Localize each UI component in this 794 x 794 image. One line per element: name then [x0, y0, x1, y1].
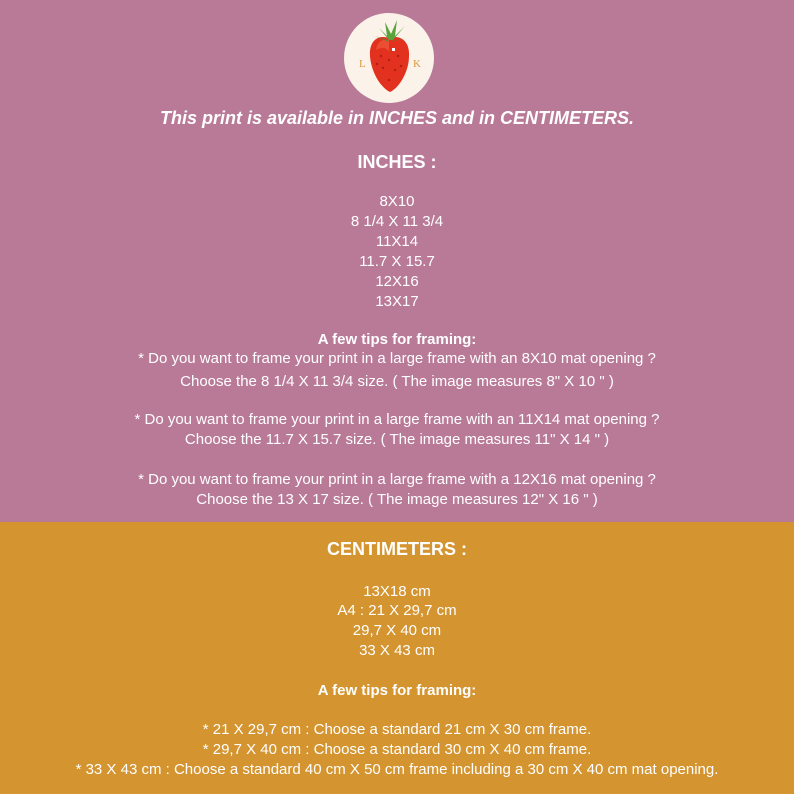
cm-tip-item: * 29,7 X 40 cm : Choose a standard 30 cm X 40 cm frame.: [202, 741, 592, 758]
centimeters-title: CENTIMETERS :: [326, 539, 467, 559]
strawberry-logo: [343, 12, 435, 104]
cm-tip-item: * 33 X 43 cm : Choose a standard 40 cm X 50 cm frame including a 30 cm X 40 cm mat opening.: [75, 761, 719, 778]
inches-size-item: 13X17: [375, 293, 419, 310]
cm-size-item: 29,7 X 40 cm: [352, 622, 442, 639]
inches-size-item: 11X14: [375, 233, 419, 250]
inches-tip-question: * Do you want to frame your print in a large frame with an 8X10 mat opening ?: [138, 350, 656, 367]
inches-size-item: 8 1/4 X 11 3/4: [350, 213, 444, 230]
inches-tip-answer: Choose the 8 1/4 X 11 3/4 size. ( The image measures 8" X 10 " ): [180, 373, 614, 390]
inches-tip-answer: Choose the 11.7 X 15.7 size. ( The image measures 11" X 14 " ): [184, 431, 610, 448]
inches-size-item: 8X10: [379, 193, 415, 210]
inches-size-item: 12X16: [375, 273, 419, 290]
cm-tips-title: A few tips for framing:: [317, 682, 477, 699]
headline: This print is available in INCHES and in CENTIMETERS.: [159, 108, 635, 128]
inches-title: INCHES :: [357, 152, 437, 172]
cm-size-item: 13X18 cm: [363, 583, 431, 600]
inches-tip-question: * Do you want to frame your print in a large frame with a 12X16 mat opening ?: [138, 471, 656, 488]
inches-tips-title: A few tips for framing:: [317, 331, 477, 348]
logo-letter-left: L: [359, 58, 366, 70]
inches-tip-answer: Choose the 13 X 17 size. ( The image measures 12" X 16 " ): [196, 491, 598, 508]
cm-size-item: A4 : 21 X 29,7 cm: [337, 602, 457, 619]
inches-tip-question: * Do you want to frame your print in a large frame with an 11X14 mat opening ?: [134, 411, 660, 428]
cm-size-item: 33 X 43 cm: [359, 642, 435, 659]
inches-size-item: 11.7 X 15.7: [359, 253, 435, 270]
cm-tip-item: * 21 X 29,7 cm : Choose a standard 21 cm X 30 cm frame.: [202, 721, 592, 738]
logo-letter-right: K: [413, 58, 421, 70]
